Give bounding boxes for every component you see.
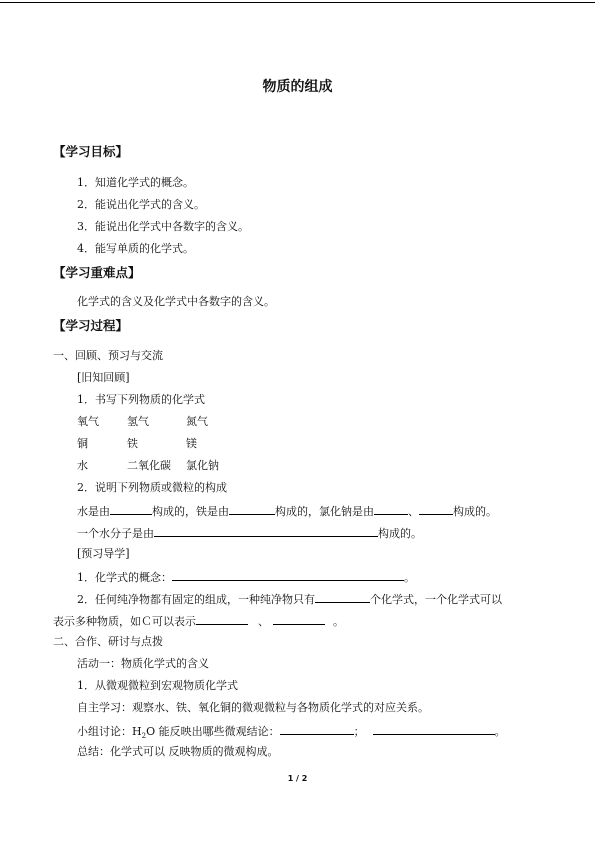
summary-text: 总结：化学式可以 反映物质的微观构成。 — [77, 745, 279, 758]
part1-heading: 一、回顾、预习与交流 — [53, 349, 163, 362]
text-segment: 构成的。 — [378, 527, 422, 540]
header-rule — [0, 2, 595, 3]
text-segment: 1．化学式的概念： — [77, 571, 172, 584]
question-2: 2．说明下列物质或微粒的构成 — [77, 481, 227, 494]
text-segment: 个化学式，一个化学式可以 — [370, 593, 502, 606]
group-discussion-line — [77, 723, 506, 743]
substance-cell: 镁 — [186, 437, 197, 450]
page-number: 1 / 2 — [287, 774, 308, 783]
substance-cell: 氧气 — [77, 415, 99, 428]
preview-label: [预习导学] — [77, 547, 130, 560]
text-segment: 一个水分子是由 — [77, 527, 154, 540]
section-heading-goals: 【学习目标】 — [53, 144, 129, 159]
text-segment: H — [132, 725, 142, 738]
text-segment: 表示多种物质，如Ｃ可以表示 — [53, 615, 196, 628]
text-segment: 、 — [408, 505, 419, 518]
question-1: 1．书写下列物质的化学式 — [77, 393, 205, 406]
substance-cell: 铜 — [77, 437, 88, 450]
review-label: [旧知回顾] — [77, 371, 130, 384]
answer-blank[interactable] — [419, 503, 453, 515]
goal-item: 1．知道化学式的概念。 — [77, 176, 194, 189]
self-study-text: 自主学习：观察水、铁、氧化铜的微观微粒与各物质化学式的对应关系。 — [77, 701, 429, 714]
substance-cell: 水 — [77, 459, 88, 472]
answer-blank[interactable] — [315, 591, 370, 603]
answer-blank[interactable] — [196, 613, 248, 625]
section-heading-process: 【学习过程】 — [53, 318, 129, 333]
answer-blank[interactable] — [172, 569, 404, 581]
substance-cell: 二氧化碳 — [127, 459, 171, 472]
text-segment: 。 — [494, 725, 506, 738]
text-segment: 构成的，氯化钠是由 — [275, 505, 374, 518]
answer-blank[interactable] — [374, 503, 408, 515]
key-points-text: 化学式的含义及化学式中各数字的含义。 — [77, 295, 275, 308]
document-title: 物质的组成 — [262, 79, 333, 95]
text-segment: ； — [353, 725, 365, 738]
substance-cell: 氮气 — [186, 415, 208, 428]
substance-cell: 氢气 — [127, 415, 149, 428]
text-segment: 。 — [404, 571, 415, 584]
part2-heading: 二、合作、研讨与点拨 — [53, 635, 163, 648]
preview-line-2b — [53, 613, 344, 629]
goal-item: 2．能说出化学式的含义。 — [77, 198, 205, 211]
subscript: 2 — [141, 732, 147, 741]
answer-blank[interactable] — [273, 613, 325, 625]
answer-blank[interactable] — [373, 723, 495, 735]
preview-line-1 — [77, 569, 415, 585]
preview-line-2a — [77, 591, 502, 607]
section-heading-key: 【学习重难点】 — [53, 265, 141, 280]
goal-item: 4．能写单质的化学式。 — [77, 242, 194, 255]
text-segment: 构成的。 — [453, 505, 497, 518]
text-segment: 、 — [258, 615, 269, 628]
text-segment: 水是由 — [77, 505, 110, 518]
goal-item: 3．能说出化学式中各数字的含义。 — [77, 220, 249, 233]
answer-blank[interactable] — [110, 503, 152, 515]
activity-1-title: 活动一：物质化学式的含义 — [77, 657, 209, 670]
text-segment: 2．任何纯净物都有固定的组成，一种纯净物只有 — [77, 593, 315, 606]
answer-blank[interactable] — [229, 503, 275, 515]
fill-line-2a — [77, 503, 497, 519]
text-segment: 构成的，铁是由 — [152, 505, 229, 518]
substance-cell: 氯化钠 — [186, 459, 219, 472]
activity-1-step: 1．从微观微粒到宏观物质化学式 — [77, 679, 238, 692]
answer-blank[interactable] — [280, 723, 354, 735]
text-segment: 。 — [333, 615, 344, 628]
text-segment: 小组讨论： — [77, 725, 132, 738]
fill-line-2b — [77, 525, 422, 541]
substance-cell: 铁 — [127, 437, 138, 450]
answer-blank[interactable] — [154, 525, 378, 537]
text-segment: O 能反映出哪些微观结论： — [146, 725, 280, 738]
